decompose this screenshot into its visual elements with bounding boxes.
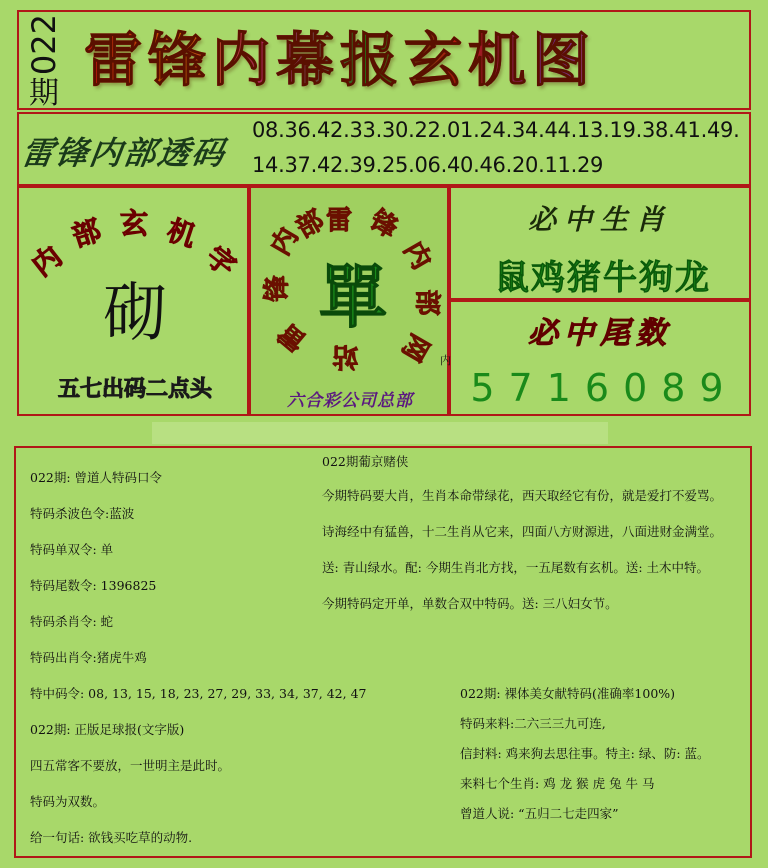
- company-label: 六合彩公司总部: [287, 391, 413, 411]
- tip-line: 022期: 正版足球报(文字版): [30, 722, 185, 737]
- internal-code-label: 雷锋内部透码: [19, 134, 229, 172]
- tip-line: 特中码令: 08, 13, 15, 18, 23, 27, 29, 33, 34, 37, 42, 47: [30, 686, 367, 701]
- tip-line: 特码尾数令: 1396825: [30, 578, 157, 593]
- tip-line: 今期特码要大肖，生肖本命带绿花，西天取经它有份，就是爱打不爱骂。: [322, 488, 723, 503]
- tip-line: 给一句话: 欲钱买吃草的动物.: [30, 830, 193, 845]
- mystery-label-char: 部: [68, 213, 105, 254]
- mystery-label-char: 玄: [120, 207, 149, 240]
- tip-line: 特码杀肖令: 蛇: [30, 614, 114, 629]
- zodiac-value: 鼠鸡猪牛狗龙: [495, 258, 711, 298]
- tip-line: 今期特码定开单，单数合双中特码。送: 三八妇女节。: [322, 596, 618, 611]
- tip-line: 特码杀波色令:蓝波: [30, 506, 135, 521]
- tip-line: 特码来料:二六三三九可连,: [460, 716, 606, 731]
- divider-strip: [152, 422, 608, 444]
- ring-char: 锋: [262, 275, 293, 302]
- tip-line: 信封料: 鸡来狗去思往事。特主: 绿、防: 蓝。: [460, 746, 710, 761]
- page-title: 雷锋内幕报玄机图: [84, 20, 744, 100]
- ring-char: 锋: [364, 205, 403, 245]
- tip-line: 诗海经中有猛兽，十二生肖从它来，四面八方财源进，八面进财金满堂。: [322, 524, 723, 539]
- ring-char: 部: [411, 289, 442, 316]
- internal-code-line-1: 08.36.42.33.30.22.01.24.34.44.13.19.38.41.49.: [252, 118, 740, 142]
- issue-label: [22, 14, 66, 112]
- mystery-character: 砌: [103, 277, 167, 351]
- ring-char: 部: [291, 205, 330, 245]
- mystery-hint: 五七出码二点头: [57, 376, 212, 402]
- tip-line: 特码为双数。: [30, 794, 106, 809]
- issue-number: 022: [25, 14, 63, 76]
- tip-line: 送: 青山绿水。配: 今期生肖北方找，一五尾数有玄机。送: 土木中特。: [322, 560, 710, 575]
- ring-char: 雷: [326, 206, 353, 236]
- ring-char: 站: [332, 341, 359, 371]
- tip-line: 022期葡京赌侠: [322, 454, 409, 469]
- tip-line: 曾道人说: “五归二七走四家”: [460, 806, 619, 821]
- ring-char: 网: [395, 328, 435, 367]
- mystery-label-char: 字: [199, 239, 243, 283]
- tip-line: 022期: 裸体美女献特码(准确率100%): [460, 686, 676, 701]
- ring-char: 雷: [273, 316, 313, 357]
- mystery-word-label: [22, 196, 248, 283]
- ring-note: 内: [440, 354, 451, 367]
- issue-unit: 期: [29, 76, 59, 112]
- mystery-label-char: 机: [163, 213, 200, 254]
- tip-line: 来料七个生肖: 鸡 龙 猴 虎 兔 牛 马: [460, 776, 655, 791]
- tip-line: 四五常客不要放，一世明主是此时。: [30, 758, 231, 773]
- internal-code-line-2: 14.37.42.39.25.06.40.46.20.11.29: [252, 153, 604, 177]
- ring-char: 内: [397, 236, 437, 275]
- tip-line: 特码单双令: 单: [30, 542, 114, 557]
- tip-line: 022期: 曾道人特码口令: [30, 470, 163, 485]
- tail-label: 必中尾数: [528, 316, 672, 351]
- ring-char: 内: [265, 222, 305, 261]
- zodiac-label: 必中生肖: [527, 203, 672, 236]
- single-character: 單: [318, 258, 387, 338]
- mystery-label-char: 内: [25, 239, 69, 283]
- tail-value: 5716089: [470, 366, 738, 410]
- tip-line: 特码出肖令:猪虎牛鸡: [30, 650, 147, 665]
